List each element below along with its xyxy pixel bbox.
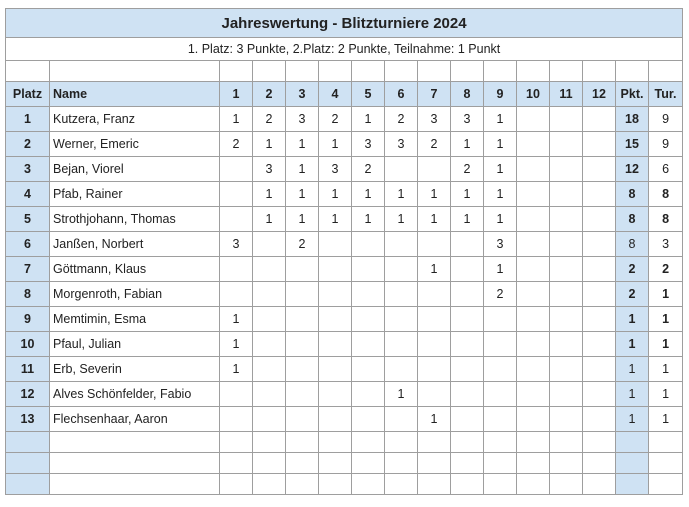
header-name: Name — [50, 82, 220, 107]
empty-cell — [583, 432, 616, 453]
tournaments-cell: 9 — [649, 132, 683, 157]
header-tournament-8: 8 — [451, 82, 484, 107]
score-cell: 1 — [352, 182, 385, 207]
score-cell: 1 — [319, 132, 352, 157]
rank-cell: 10 — [6, 332, 50, 357]
score-cell — [517, 107, 550, 132]
points-cell: 15 — [616, 132, 649, 157]
score-cell: 1 — [484, 207, 517, 232]
table-row — [6, 332, 683, 357]
empty-row — [6, 474, 683, 495]
score-cell — [385, 282, 418, 307]
score-cell: 1 — [418, 182, 451, 207]
tournaments-cell: 1 — [649, 357, 683, 382]
empty-cell — [50, 474, 220, 495]
empty-cell — [418, 474, 451, 495]
player-name-cell: Göttmann, Klaus — [50, 257, 220, 282]
player-name-cell: Strothjohann, Thomas — [50, 207, 220, 232]
score-cell — [418, 382, 451, 407]
empty-cell — [352, 453, 385, 474]
score-cell — [385, 257, 418, 282]
empty-cell — [253, 474, 286, 495]
empty-cell — [550, 453, 583, 474]
score-cell — [286, 357, 319, 382]
table-row — [6, 282, 683, 307]
tournaments-cell: 9 — [649, 107, 683, 132]
player-name-cell: Memtimin, Esma — [50, 307, 220, 332]
score-cell — [352, 232, 385, 257]
rank-cell: 4 — [6, 182, 50, 207]
rank-cell: 9 — [6, 307, 50, 332]
score-cell — [583, 332, 616, 357]
score-cell — [451, 282, 484, 307]
player-name-cell: Morgenroth, Fabian — [50, 282, 220, 307]
score-cell: 1 — [418, 407, 451, 432]
player-name-cell: Flechsenhaar, Aaron — [50, 407, 220, 432]
player-name-cell: Kutzera, Franz — [50, 107, 220, 132]
score-cell — [385, 157, 418, 182]
score-cell — [253, 232, 286, 257]
empty-cell — [385, 474, 418, 495]
points-cell: 12 — [616, 157, 649, 182]
header-tournament-2: 2 — [253, 82, 286, 107]
score-cell: 3 — [484, 232, 517, 257]
table-row — [6, 157, 683, 182]
score-cell: 1 — [352, 207, 385, 232]
standings-table — [5, 8, 683, 495]
score-cell — [352, 282, 385, 307]
score-cell — [550, 307, 583, 332]
score-cell — [517, 407, 550, 432]
empty-row — [6, 453, 683, 474]
score-cell: 3 — [319, 157, 352, 182]
empty-cell — [319, 474, 352, 495]
points-cell: 2 — [616, 257, 649, 282]
player-name-cell: Bejan, Viorel — [50, 157, 220, 182]
score-cell — [583, 182, 616, 207]
header-platz: Platz — [6, 82, 50, 107]
score-cell: 1 — [418, 207, 451, 232]
score-cell — [517, 382, 550, 407]
points-cell: 8 — [616, 182, 649, 207]
score-cell: 1 — [484, 157, 517, 182]
empty-cell — [220, 432, 253, 453]
empty-cell — [616, 453, 649, 474]
score-cell — [319, 332, 352, 357]
score-cell — [517, 332, 550, 357]
table-row — [6, 182, 683, 207]
empty-cell — [319, 432, 352, 453]
tournaments-cell: 1 — [649, 382, 683, 407]
score-cell — [220, 157, 253, 182]
score-cell: 2 — [418, 132, 451, 157]
score-cell: 1 — [253, 207, 286, 232]
score-cell — [286, 407, 319, 432]
rank-cell: 1 — [6, 107, 50, 132]
score-cell — [517, 182, 550, 207]
score-cell — [583, 157, 616, 182]
score-cell — [583, 207, 616, 232]
rank-cell: 8 — [6, 282, 50, 307]
score-cell — [583, 282, 616, 307]
empty-cell — [451, 432, 484, 453]
points-cell: 18 — [616, 107, 649, 132]
player-name-cell: Erb, Severin — [50, 357, 220, 382]
score-cell — [517, 357, 550, 382]
table-row — [6, 357, 683, 382]
score-cell — [484, 407, 517, 432]
score-cell — [352, 357, 385, 382]
header-tournaments: Tur. — [649, 82, 683, 107]
empty-cell — [484, 453, 517, 474]
score-cell — [550, 282, 583, 307]
score-cell — [451, 407, 484, 432]
score-cell — [352, 382, 385, 407]
score-cell: 1 — [484, 257, 517, 282]
empty-cell — [616, 474, 649, 495]
score-cell: 1 — [385, 207, 418, 232]
score-cell: 1 — [451, 182, 484, 207]
score-cell: 2 — [220, 132, 253, 157]
spacer-row — [6, 61, 683, 82]
score-cell — [319, 232, 352, 257]
empty-cell — [385, 432, 418, 453]
empty-cell — [649, 453, 683, 474]
empty-cell — [484, 474, 517, 495]
score-cell: 1 — [220, 332, 253, 357]
score-cell — [583, 407, 616, 432]
score-cell — [583, 382, 616, 407]
score-cell — [319, 282, 352, 307]
score-cell — [451, 232, 484, 257]
empty-cell — [451, 474, 484, 495]
empty-cell — [649, 474, 683, 495]
score-cell — [220, 382, 253, 407]
score-cell — [517, 282, 550, 307]
rank-cell: 5 — [6, 207, 50, 232]
tournaments-cell: 1 — [649, 407, 683, 432]
score-cell — [253, 357, 286, 382]
score-cell: 1 — [484, 182, 517, 207]
rank-cell: 12 — [6, 382, 50, 407]
standings-sheet — [5, 8, 682, 495]
score-cell — [517, 132, 550, 157]
rank-cell: 6 — [6, 232, 50, 257]
tournaments-cell: 6 — [649, 157, 683, 182]
score-cell — [550, 257, 583, 282]
empty-cell — [484, 432, 517, 453]
score-cell — [319, 407, 352, 432]
tournaments-cell: 1 — [649, 332, 683, 357]
score-cell — [550, 207, 583, 232]
empty-cell — [616, 432, 649, 453]
score-cell — [385, 357, 418, 382]
score-cell — [352, 307, 385, 332]
score-cell: 3 — [220, 232, 253, 257]
score-cell: 1 — [220, 357, 253, 382]
score-cell: 3 — [385, 132, 418, 157]
score-cell — [484, 382, 517, 407]
score-cell — [319, 307, 352, 332]
score-cell — [550, 232, 583, 257]
rank-cell: 2 — [6, 132, 50, 157]
score-cell — [550, 407, 583, 432]
score-cell: 1 — [319, 182, 352, 207]
score-cell: 1 — [220, 307, 253, 332]
points-cell: 1 — [616, 407, 649, 432]
tournaments-cell: 3 — [649, 232, 683, 257]
empty-cell — [286, 474, 319, 495]
tournaments-cell: 8 — [649, 182, 683, 207]
table-row — [6, 407, 683, 432]
score-cell: 1 — [253, 182, 286, 207]
score-cell — [583, 132, 616, 157]
score-cell — [286, 257, 319, 282]
score-cell: 2 — [253, 107, 286, 132]
score-cell — [385, 332, 418, 357]
score-cell — [352, 407, 385, 432]
player-name-cell: Pfab, Rainer — [50, 182, 220, 207]
table-row — [6, 382, 683, 407]
empty-cell — [352, 432, 385, 453]
table-row — [6, 232, 683, 257]
score-cell: 1 — [253, 132, 286, 157]
score-cell: 1 — [220, 107, 253, 132]
score-cell — [517, 207, 550, 232]
header-tournament-11: 11 — [550, 82, 583, 107]
header-points: Pkt. — [616, 82, 649, 107]
empty-cell — [649, 432, 683, 453]
empty-cell — [517, 432, 550, 453]
empty-cell — [418, 432, 451, 453]
score-cell — [253, 332, 286, 357]
empty-cell — [6, 453, 50, 474]
score-cell: 3 — [253, 157, 286, 182]
score-cell — [352, 257, 385, 282]
table-row — [6, 307, 683, 332]
empty-cell — [517, 453, 550, 474]
score-cell — [550, 357, 583, 382]
score-cell: 1 — [319, 207, 352, 232]
header-tournament-1: 1 — [220, 82, 253, 107]
score-cell — [385, 232, 418, 257]
empty-cell — [220, 474, 253, 495]
score-cell — [583, 357, 616, 382]
player-name-cell: Werner, Emeric — [50, 132, 220, 157]
header-tournament-5: 5 — [352, 82, 385, 107]
score-cell — [286, 307, 319, 332]
score-cell — [253, 257, 286, 282]
score-cell — [451, 332, 484, 357]
rank-cell: 11 — [6, 357, 50, 382]
header-tournament-4: 4 — [319, 82, 352, 107]
score-cell — [451, 357, 484, 382]
empty-cell — [50, 453, 220, 474]
empty-cell — [352, 474, 385, 495]
score-cell: 1 — [484, 107, 517, 132]
empty-cell — [50, 432, 220, 453]
header-tournament-7: 7 — [418, 82, 451, 107]
score-cell — [253, 382, 286, 407]
empty-cell — [583, 453, 616, 474]
score-cell — [220, 207, 253, 232]
score-cell — [451, 382, 484, 407]
sheet-title: Jahreswertung - Blitzturniere 2024 — [6, 9, 683, 38]
score-cell: 2 — [451, 157, 484, 182]
score-cell — [517, 157, 550, 182]
header-tournament-12: 12 — [583, 82, 616, 107]
score-cell: 1 — [418, 257, 451, 282]
tournaments-cell: 8 — [649, 207, 683, 232]
score-cell — [583, 232, 616, 257]
score-cell — [517, 232, 550, 257]
rank-cell: 7 — [6, 257, 50, 282]
empty-cell — [6, 432, 50, 453]
score-cell — [385, 307, 418, 332]
score-cell — [418, 282, 451, 307]
points-cell: 1 — [616, 332, 649, 357]
score-cell: 1 — [286, 157, 319, 182]
empty-cell — [418, 453, 451, 474]
empty-cell — [253, 432, 286, 453]
header-tournament-6: 6 — [385, 82, 418, 107]
empty-cell — [286, 453, 319, 474]
header-tournament-10: 10 — [517, 82, 550, 107]
score-cell: 2 — [352, 157, 385, 182]
player-name-cell: Alves Schönfelder, Fabio — [50, 382, 220, 407]
empty-cell — [550, 432, 583, 453]
score-cell — [517, 257, 550, 282]
score-cell — [583, 307, 616, 332]
score-cell — [220, 407, 253, 432]
points-cell: 8 — [616, 207, 649, 232]
score-cell: 3 — [286, 107, 319, 132]
score-cell — [583, 107, 616, 132]
empty-row — [6, 432, 683, 453]
score-cell — [517, 307, 550, 332]
score-cell — [385, 407, 418, 432]
tournaments-cell: 1 — [649, 307, 683, 332]
table-row — [6, 257, 683, 282]
score-cell: 1 — [385, 182, 418, 207]
scoring-rules: 1. Platz: 3 Punkte, 2.Platz: 2 Punkte, Teilnahme: 1 Punkt — [6, 38, 683, 61]
score-cell: 1 — [286, 132, 319, 157]
score-cell: 2 — [385, 107, 418, 132]
empty-cell — [319, 453, 352, 474]
score-cell — [550, 332, 583, 357]
score-cell — [352, 332, 385, 357]
empty-cell — [550, 474, 583, 495]
header-tournament-3: 3 — [286, 82, 319, 107]
score-cell — [418, 157, 451, 182]
score-cell: 2 — [484, 282, 517, 307]
score-cell — [451, 257, 484, 282]
empty-cell — [385, 453, 418, 474]
score-cell — [220, 182, 253, 207]
score-cell — [319, 382, 352, 407]
player-name-cell: Pfaul, Julian — [50, 332, 220, 357]
table-row — [6, 207, 683, 232]
score-cell — [484, 307, 517, 332]
score-cell — [220, 282, 253, 307]
score-cell: 1 — [352, 107, 385, 132]
score-cell: 3 — [352, 132, 385, 157]
score-cell: 1 — [451, 132, 484, 157]
header-row — [6, 82, 683, 107]
score-cell: 2 — [286, 232, 319, 257]
score-cell — [550, 107, 583, 132]
points-cell: 1 — [616, 357, 649, 382]
empty-cell — [451, 453, 484, 474]
score-cell: 1 — [286, 207, 319, 232]
empty-cell — [220, 453, 253, 474]
tournaments-cell: 2 — [649, 257, 683, 282]
score-cell — [253, 407, 286, 432]
score-cell — [286, 382, 319, 407]
table-row — [6, 107, 683, 132]
score-cell — [418, 357, 451, 382]
score-cell — [319, 257, 352, 282]
tournaments-cell: 1 — [649, 282, 683, 307]
score-cell — [583, 257, 616, 282]
points-cell: 2 — [616, 282, 649, 307]
score-cell — [253, 282, 286, 307]
empty-cell — [517, 474, 550, 495]
score-cell — [451, 307, 484, 332]
header-tournament-9: 9 — [484, 82, 517, 107]
score-cell: 1 — [286, 182, 319, 207]
score-cell: 3 — [451, 107, 484, 132]
score-cell — [418, 332, 451, 357]
score-cell: 2 — [319, 107, 352, 132]
score-cell — [220, 257, 253, 282]
points-cell: 1 — [616, 307, 649, 332]
score-cell: 3 — [418, 107, 451, 132]
score-cell — [286, 332, 319, 357]
score-cell: 1 — [385, 382, 418, 407]
score-cell: 1 — [484, 132, 517, 157]
empty-cell — [286, 432, 319, 453]
score-cell — [319, 357, 352, 382]
points-cell: 8 — [616, 232, 649, 257]
table-row — [6, 132, 683, 157]
score-cell — [550, 382, 583, 407]
score-cell — [484, 357, 517, 382]
empty-cell — [583, 474, 616, 495]
score-cell — [550, 132, 583, 157]
score-cell: 1 — [451, 207, 484, 232]
score-cell — [550, 182, 583, 207]
score-cell — [253, 307, 286, 332]
points-cell: 1 — [616, 382, 649, 407]
score-cell — [286, 282, 319, 307]
player-name-cell: Janßen, Norbert — [50, 232, 220, 257]
score-cell — [550, 157, 583, 182]
score-cell — [418, 307, 451, 332]
score-cell — [484, 332, 517, 357]
empty-cell — [253, 453, 286, 474]
rank-cell: 13 — [6, 407, 50, 432]
score-cell — [418, 232, 451, 257]
empty-cell — [6, 474, 50, 495]
rank-cell: 3 — [6, 157, 50, 182]
